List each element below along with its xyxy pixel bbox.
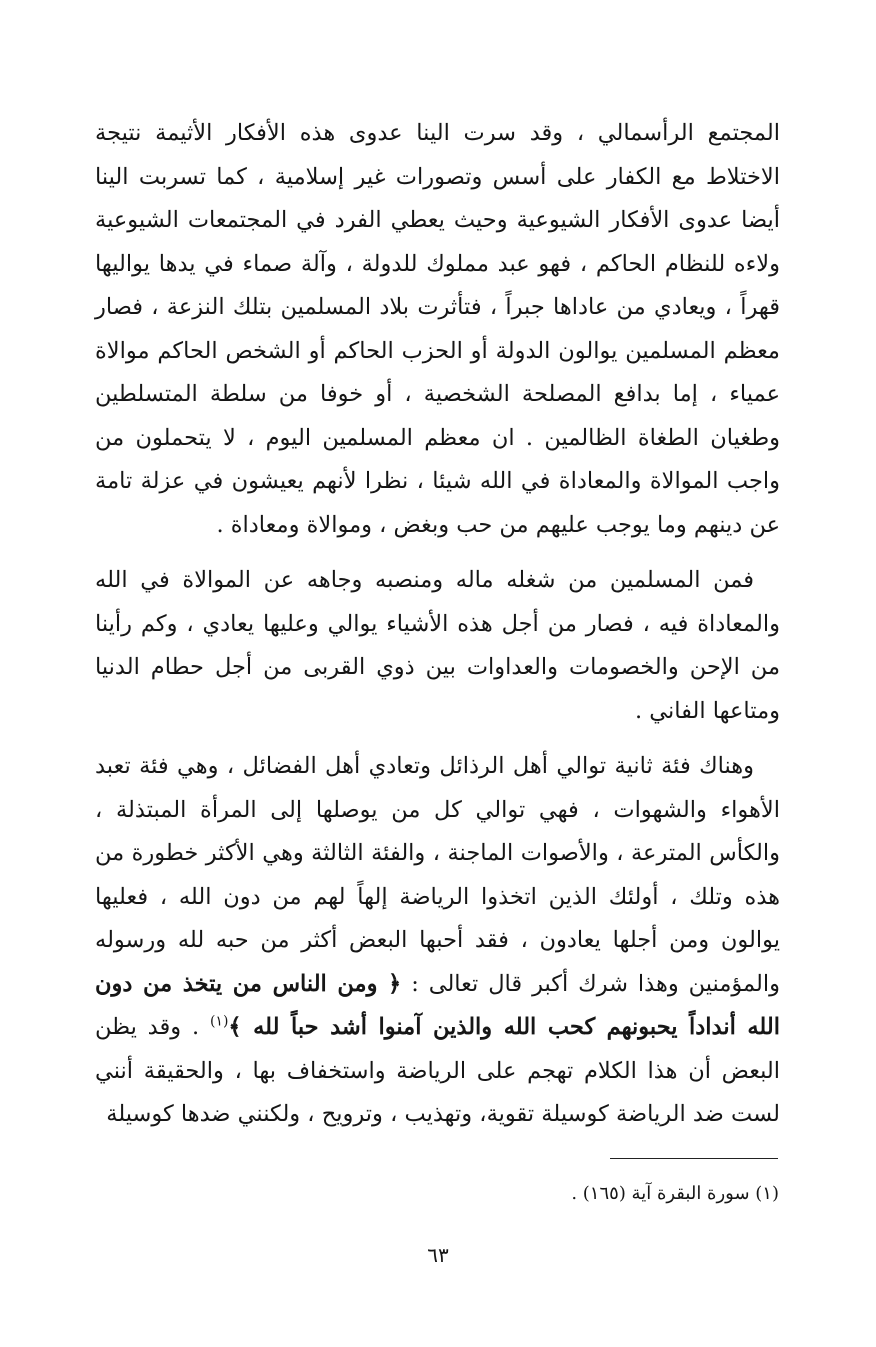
footnote: (١) سورة البقرة آية (١٦٥) .	[571, 1183, 779, 1204]
footnote-divider	[610, 1158, 778, 1159]
paragraph-3-continuation: . وقد يظن البعض أن هذا الكلام تهجم على الرياضة واستخفاف بها ، والحقيقة أنني لست ضد الرياضة كوسيلة تقوية، وتهذيب ، وترويح ، ولكنني ضدها كوسيلة	[95, 1014, 780, 1127]
paragraph-3-intro: وهناك فئة ثانية توالي أهل الرذائل وتعادي أهل الفضائل ، وهي فئة تعبد الأهواء والشهوات ، فهي توالي كل من يوصلها إلى المرأة المبتذلة ، والكأس المترعة ، والأصوات الماجنة ، والفئة الثالثة وهي الأكثر خطورة من هذه وتلك ، أولئك الذين اتخذوا الرياضة إلهاً لهم من دون الله ، فعليها يوالون ومن أجلها يعادون ، فقد أحبها البعض أكثر من حبه لله ورسوله والمؤمنين وهذا شرك أكبر قال تعالى :	[95, 753, 780, 997]
quran-verse: ﴿ ومن الناس من يتخذ من دون الله أنداداً يحبونهم كحب الله والذين آمنوا أشد حباً لله ﴾	[95, 970, 780, 1040]
footnote-reference: (١)	[209, 1013, 229, 1030]
paragraph-3	[95, 745, 780, 1137]
paragraph-2: فمن المسلمين من شغله ماله ومنصبه وجاهه عن الموالاة في الله والمعاداة فيه ، فصار من أجل هذه الأشياء يوالي وعليها يعادي ، وكم رأينا من الإحن والخصومات والعداوات بين ذوي القربى من أجل حطام الدنيا ومتاعها الفاني .	[95, 567, 780, 724]
body-text	[95, 112, 780, 1137]
page-number: ٦٣	[427, 1243, 449, 1267]
paragraph-1: المجتمع الرأسمالي ، وقد سرت الينا عدوى هذه الأفكار الأثيمة نتيجة الاختلاط مع الكفار على أسس وتصورات غير إسلامية ، كما تسربت الينا أيضا عدوى الأفكار الشيوعية وحيث يعطي الفرد في المجتمعات الشيوعية ولاءه للنظام الحاكم ، فهو عبد مملوك للدولة ، وآلة صماء في يدها يواليها قهراً ، ويعادي من عاداها جبراً ، فتأثرت بلاد المسلمين بتلك النزعة ، فصار معظم المسلمين يوالون الدولة أو الحزب الحاكم أو الشخص الحاكم موالاة عمياء ، إما بدافع المصلحة الشخصية ، أو خوفا من سلطة المتسلطين وطغيان الطغاة الظالمين . ان معظم المسلمين اليوم ، لا يتحملون من واجب الموالاة والمعاداة في الله شيئا ، نظرا لأنهم يعيشون في عزلة تامة عن دينهم وما يوجب عليهم من حب وبغض ، وموالاة ومعاداة .	[95, 120, 780, 538]
